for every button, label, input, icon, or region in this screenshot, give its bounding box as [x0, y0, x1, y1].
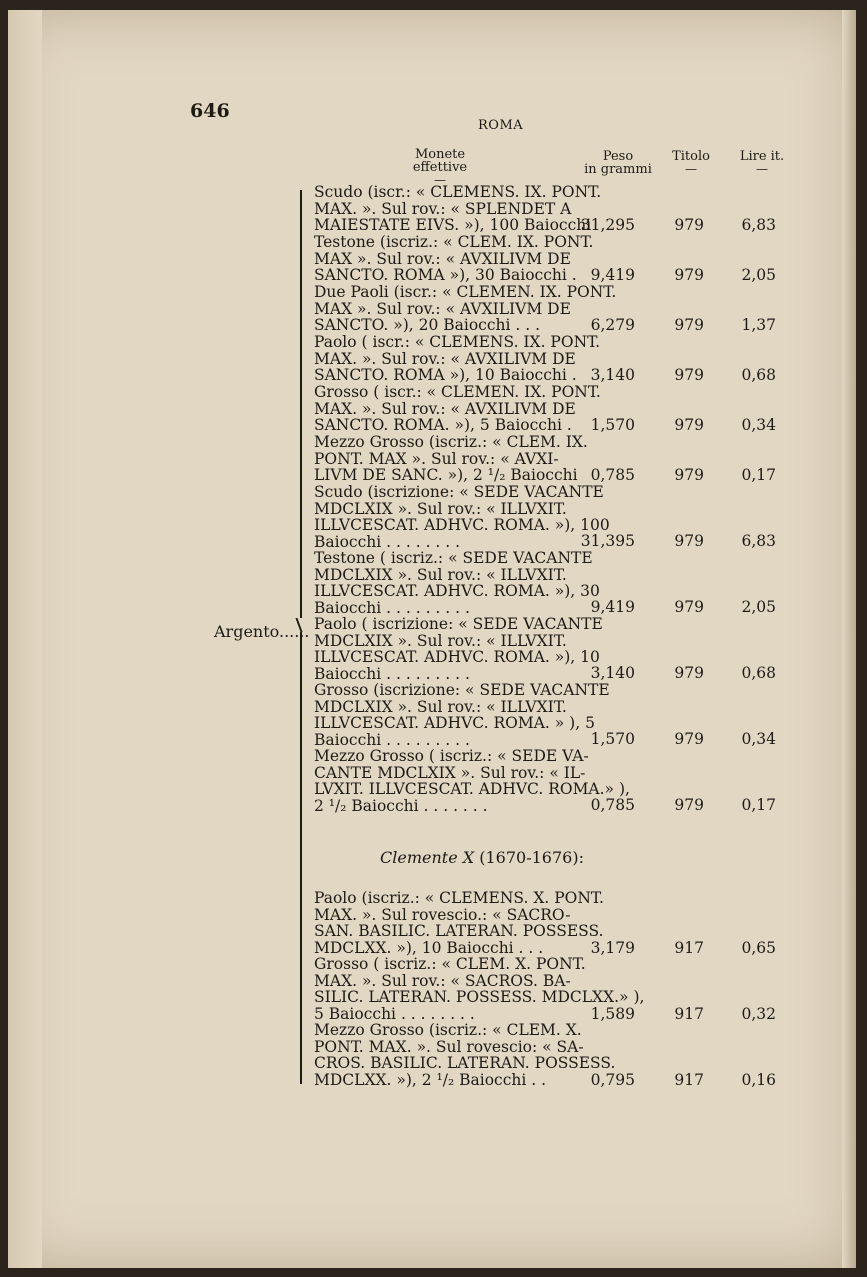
- peso-value: 9,419: [590, 598, 635, 616]
- lire-value: 0,32: [741, 1005, 776, 1023]
- coin-entry-paolo-clemente-x: Paolo (iscriz.: « CLEMENS. X. PONT. MAX. ». Sul rovescio.: « SACRO- SAN. BASILIC. LATERAN. POSSESS. MDCLXX. »), 10 Baiocchi . . .: [314, 889, 604, 957]
- peso-value: 6,279: [590, 316, 635, 334]
- coin-entry-scudo: Scudo (iscr.: « CLEMENS. IX. PONT. MAX. ». Sul rov.: « SPLENDET A MAIESTATE EIVS. »), 100 Baiocchi: [314, 183, 602, 235]
- coin-entry-mezzo-grosso: Mezzo Grosso (iscriz.: « CLEM. IX. PONT. MAX ». Sul rov.: « AVXI- LIVM DE SANC. »), 2 ¹/₂ Baiocchi: [314, 433, 588, 485]
- coin-entry-grosso-clemente-x: Grosso ( iscriz.: « CLEM. X. PONT. MAX. ». Sul rov.: « SACROS. BA- SILIC. LATERAN. POSSESS. MDCLXX.» ), 5 Baiocchi . . . . . . . .: [314, 955, 645, 1023]
- titolo-value: 979: [674, 598, 704, 616]
- running-title: ROMA: [478, 118, 524, 133]
- peso-value: 0,785: [590, 796, 635, 814]
- peso-value: 1,570: [590, 730, 635, 748]
- lire-value: 6,83: [741, 532, 776, 550]
- titolo-value: 917: [674, 1005, 704, 1023]
- titolo-value: 917: [674, 1071, 704, 1089]
- section-title-clemente-x: Clemente X (1670-1676):: [380, 848, 584, 867]
- titolo-value: 979: [674, 216, 704, 234]
- peso-value: 9,419: [590, 266, 635, 284]
- lire-value: 6,83: [741, 216, 776, 234]
- lire-value: 0,34: [741, 416, 776, 434]
- coin-entry-grosso: Grosso ( iscr.: « CLEMEN. IX. PONT. MAX. ». Sul rov.: « AVXILIVM DE SANCTO. ROMA. »), 5 Baiocchi .: [314, 383, 601, 435]
- column-header-description: Monete effettive —: [412, 147, 468, 187]
- titolo-value: 979: [674, 796, 704, 814]
- titolo-value: 979: [674, 266, 704, 284]
- peso-value: 0,795: [590, 1071, 635, 1089]
- titolo-value: 979: [674, 466, 704, 484]
- coin-entry-testone-sede-vacante: Testone ( iscriz.: « SEDE VACANTE MDCLXIX ». Sul rov.: « ILLVXIT. ILLVCESCAT. ADHVC. ROMA. »), 30 Baiocchi . . . . . . . . .: [314, 549, 600, 617]
- coin-entry-testone: Testone (iscriz.: « CLEM. IX. PONT. MAX ». Sul rov.: « AVXILIVM DE SANCTO. ROMA »), 30 Baiocchi .: [314, 233, 594, 285]
- lire-value: 1,37: [741, 316, 776, 334]
- lire-value: 2,05: [741, 598, 776, 616]
- titolo-value: 979: [674, 532, 704, 550]
- lire-value: 2,05: [741, 266, 776, 284]
- peso-value: 1,570: [590, 416, 635, 434]
- titolo-value: 979: [674, 316, 704, 334]
- coin-entry-scudo-sede-vacante: Scudo (iscrizione: « SEDE VACANTE MDCLXIX ». Sul rov.: « ILLVXIT. ILLVCESCAT. ADHVC. ROMA. »), 100 Baiocchi . . . . . . . .: [314, 483, 610, 551]
- column-header-titolo: Titolo —: [672, 149, 710, 176]
- titolo-value: 979: [674, 664, 704, 682]
- peso-value: 3,140: [590, 366, 635, 384]
- titolo-value: 979: [674, 416, 704, 434]
- coin-entry-mezzo-grosso-sede-vacante: Mezzo Grosso ( iscriz.: « SEDE VA- CANTE MDCLXIX ». Sul rov.: « IL- LVXIT. ILLVCESCAT. ADHVC. ROMA.» ), 2 ¹/₂ Baiocchi . . . . . . .: [314, 747, 630, 815]
- bracket-lower: [300, 632, 302, 1084]
- peso-value: 31,395: [580, 532, 635, 550]
- lire-value: 0,68: [741, 366, 776, 384]
- coin-entry-grosso-sede-vacante: Grosso (iscrizione: « SEDE VACANTE MDCLXIX ». Sul rov.: « ILLVXIT. ILLVCESCAT. ADHVC. ROMA. » ), 5 Baiocchi . . . . . . . . .: [314, 681, 610, 749]
- lire-value: 0,16: [741, 1071, 776, 1089]
- titolo-value: 979: [674, 366, 704, 384]
- coin-entry-due-paoli: Due Paoli (iscr.: « CLEMEN. IX. PONT. MAX ». Sul rov.: « AVXILIVM DE SANCTO. »), 20 Baiocchi . . .: [314, 283, 617, 335]
- page-gutter: [8, 10, 42, 1268]
- peso-value: 3,140: [590, 664, 635, 682]
- lire-value: 0,65: [741, 939, 776, 957]
- peso-value: 1,589: [590, 1005, 635, 1023]
- lire-value: 0,17: [741, 466, 776, 484]
- peso-value: 31,295: [580, 216, 635, 234]
- peso-value: 3,179: [590, 939, 635, 957]
- lire-value: 0,68: [741, 664, 776, 682]
- titolo-value: 979: [674, 730, 704, 748]
- bracket-upper: [300, 190, 302, 618]
- group-label-argento: Argento......: [214, 622, 310, 641]
- column-header-peso: Peso in grammi: [584, 149, 652, 177]
- peso-value: 0,785: [590, 466, 635, 484]
- page-number: 646: [190, 100, 230, 122]
- page-edge: [842, 10, 856, 1268]
- coin-entry-mezzo-grosso-clemente-x: Mezzo Grosso (iscriz.: « CLEM. X. PONT. MAX. ». Sul rovescio: « SA- CROS. BASILIC. LATERAN. POSSESS. MDCLXX. »), 2 ¹/₂ Baiocchi . .: [314, 1021, 616, 1089]
- lire-value: 0,17: [741, 796, 776, 814]
- lire-value: 0,34: [741, 730, 776, 748]
- titolo-value: 917: [674, 939, 704, 957]
- coin-entry-paolo: Paolo ( iscr.: « CLEMENS. IX. PONT. MAX. ». Sul rov.: « AVXILIVM DE SANCTO. ROMA »), 10 Baiocchi .: [314, 333, 601, 385]
- coin-entry-paolo-sede-vacante: Paolo ( iscrizione: « SEDE VACANTE MDCLXIX ». Sul rov.: « ILLVXIT. ILLVCESCAT. ADHVC. ROMA. »), 10 Baiocchi . . . . . . . . .: [314, 615, 603, 683]
- column-header-lire: Lire it. —: [739, 149, 785, 176]
